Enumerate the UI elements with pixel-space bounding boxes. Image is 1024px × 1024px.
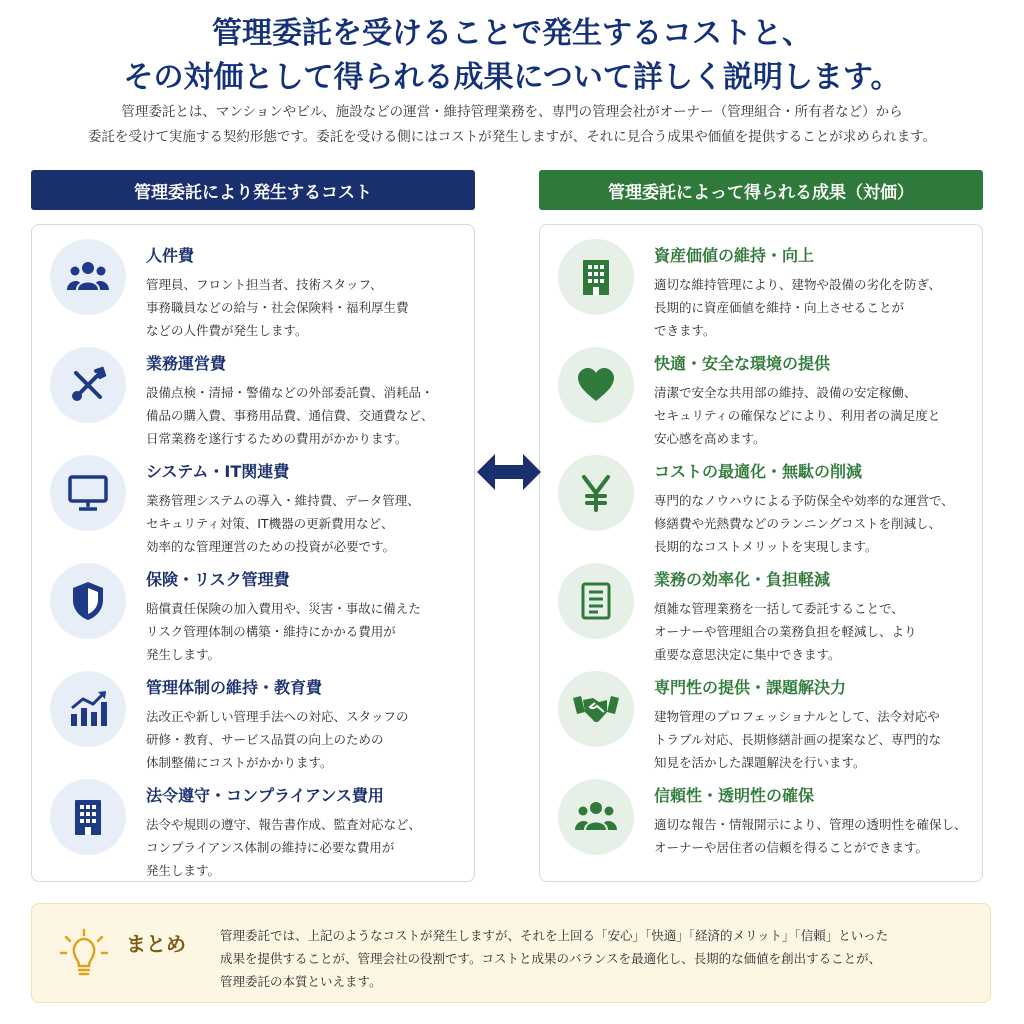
chart-icon xyxy=(50,671,126,747)
summary-line-3: 管理委託の本質といえます。 xyxy=(220,974,382,989)
cost-item-description-line: 賠償責任保険の加入費用や、災害・事故に備えた xyxy=(146,601,421,616)
benefit-item-description-line: 適切な報告・情報開示により、管理の透明性を確保し、 xyxy=(654,817,967,832)
cost-item-description-line: 発生します。 xyxy=(146,863,221,878)
benefit-item-description-line: 重要な意思決定に集中できます。 xyxy=(654,647,841,662)
benefit-header: 管理委託によって得られる成果（対価） xyxy=(539,170,983,210)
cost-item-description-line: 体制整備にコストがかかります。 xyxy=(146,755,333,770)
benefit-item-description-line: 建物管理のプロフェッショナルとして、法令対応や xyxy=(654,709,940,724)
benefit-item-title: 信頼性・透明性の確保 xyxy=(654,786,815,805)
benefit-item-description-line: トラブル対応、長期修繕計画の提案など、専門的な xyxy=(654,732,942,747)
summary-text xyxy=(220,924,980,993)
heart-icon xyxy=(558,347,634,423)
cost-item xyxy=(50,557,460,662)
cost-item-description-line: などの人件費が発生します。 xyxy=(146,323,308,338)
benefit-item xyxy=(558,665,968,770)
people-icon xyxy=(50,239,126,315)
summary-box xyxy=(31,903,991,1003)
intro-text xyxy=(40,100,984,150)
benefit-item-description-line: オーナーや管理組合の業務負担を軽減し、より xyxy=(654,624,917,639)
cost-item-description-line: 事務職員などの給与・社会保険料・福利厚生費 xyxy=(146,300,409,315)
document-icon xyxy=(558,563,634,639)
benefit-item-description-line: できます。 xyxy=(654,323,716,338)
cost-panel xyxy=(31,224,475,882)
benefit-item-description-line: 清潔で安全な共用部の維持、設備の安定稼働、 xyxy=(654,385,917,400)
handshake-icon xyxy=(558,671,634,747)
cost-item-title: 人件費 xyxy=(146,246,195,265)
cost-item-description-line: リスク管理体制の構築・維持にかかる費用が xyxy=(146,624,396,639)
cost-item xyxy=(50,773,460,878)
cost-item-description-line: 法令や規則の遵守、報告書作成、監査対応など、 xyxy=(146,817,422,832)
benefit-item xyxy=(558,341,968,446)
cost-item-description-line: 効率的な管理運営のための投資が必要です。 xyxy=(146,539,396,554)
cost-item-description xyxy=(146,273,462,342)
cost-item-description-line: 管理員、フロント担当者、技術スタッフ、 xyxy=(146,277,383,292)
benefit-item-description-line: オーナーや居住者の信頼を得ることができます。 xyxy=(654,840,929,855)
shield-icon xyxy=(50,563,126,639)
cost-item-title: 法令遵守・コンプライアンス費用 xyxy=(146,786,384,805)
benefit-item xyxy=(558,449,968,554)
cost-header: 管理委託により発生するコスト xyxy=(31,170,475,210)
cost-item-description xyxy=(146,705,462,774)
intro-line-2: 委託を受けて実施する契約形態です。委託を受ける側にはコストが発生しますが、それに見合う成果や価値を提供することが求められます。 xyxy=(87,129,937,145)
benefit-item-description xyxy=(654,273,970,342)
cost-item-description xyxy=(146,489,462,558)
benefit-item-description-line: 適切な維持管理により、建物や設備の劣化を防ぎ、 xyxy=(654,277,942,292)
title-line-1: 管理委託を受けることで発生するコストと、 xyxy=(212,16,812,51)
benefit-item-title: コストの最適化・無駄の削減 xyxy=(654,462,863,481)
benefit-item-description-line: 煩雑な管理業務を一括して委託することで、 xyxy=(654,601,904,616)
summary-line-2: 成果を提供することが、管理会社の役割です。コストと成果のバランスを最適化し、長期的な価値を創出することが、 xyxy=(220,951,882,966)
cost-item-description-line: 日常業務を遂行するための費用がかかります。 xyxy=(146,431,408,446)
summary-line-1: 管理委託では、上記のようなコストが発生しますが、それを上回る「安心」「快適」「経済的メリット」「信頼」といった xyxy=(220,928,889,943)
benefit-item-description-line: 専門的なノウハウによる予防保全や効率的な運営で、 xyxy=(654,493,954,508)
benefit-panel xyxy=(539,224,983,882)
intro-line-1: 管理委託とは、マンションやビル、施設などの運営・維持管理業務を、専門の管理会社がオーナー（管理組合・所有者など）から xyxy=(121,104,903,120)
benefit-item xyxy=(558,773,968,873)
cost-item-description xyxy=(146,381,462,450)
building-icon xyxy=(50,779,126,855)
benefit-item xyxy=(558,233,968,338)
cost-item xyxy=(50,341,460,446)
benefit-item-title: 資産価値の維持・向上 xyxy=(654,246,815,265)
benefit-item-description xyxy=(654,489,970,558)
building-icon xyxy=(558,239,634,315)
benefit-item-description xyxy=(654,813,970,859)
cost-item-description-line: 業務管理システムの導入・維持費、データ管理、 xyxy=(146,493,420,508)
cost-item-description-line: コンプライアンス体制の維持に必要な費用が xyxy=(146,840,395,855)
summary-label: まとめ xyxy=(126,932,186,956)
benefit-item-description-line: 長期的に資産価値を維持・向上させることが xyxy=(654,300,905,315)
cost-item-description-line: 備品の購入費、事務用品費、通信費、交通費など、 xyxy=(146,408,434,423)
title-line-2: その対価として得られる成果について詳しく説明します。 xyxy=(123,60,901,95)
benefit-item-description-line: 安心感を高めます。 xyxy=(654,431,766,446)
cost-item xyxy=(50,665,460,770)
cost-item-title: 業務運営費 xyxy=(146,354,227,373)
benefit-item-description xyxy=(654,705,970,774)
cost-item-description-line: 法改正や新しい管理手法への対応、スタッフの xyxy=(146,709,409,724)
benefit-item-title: 専門性の提供・課題解決力 xyxy=(654,678,847,697)
yen-icon xyxy=(558,455,634,531)
benefit-item-description xyxy=(654,597,970,666)
double-arrow-icon xyxy=(477,452,541,492)
benefit-item-description-line: セキュリティの確保などにより、利用者の満足度と xyxy=(654,408,941,423)
page-title xyxy=(0,12,1024,100)
lightbulb-icon xyxy=(60,928,108,980)
cost-item-description xyxy=(146,813,462,882)
tools-icon xyxy=(50,347,126,423)
cost-item-description-line: 設備点検・清掃・警備などの外部委託費、消耗品・ xyxy=(146,385,434,400)
cost-item xyxy=(50,449,460,554)
cost-item-title: システム・IT関連費 xyxy=(146,462,290,481)
benefit-item-title: 業務の効率化・負担軽減 xyxy=(654,570,831,589)
benefit-item-description xyxy=(654,381,970,450)
benefit-item xyxy=(558,557,968,662)
benefit-item-description-line: 長期的なコストメリットを実現します。 xyxy=(654,539,878,554)
cost-item-title: 管理体制の維持・教育費 xyxy=(146,678,323,697)
benefit-item-title: 快適・安全な環境の提供 xyxy=(654,354,831,373)
cost-item-title: 保険・リスク管理費 xyxy=(146,570,290,589)
cost-item-description xyxy=(146,597,462,666)
benefit-item-description-line: 修繕費や光熱費などのランニングコストを削減し、 xyxy=(654,516,942,531)
cost-item-description-line: 発生します。 xyxy=(146,647,221,662)
cost-item-description-line: 研修・教育、サービス品質の向上のための xyxy=(146,732,384,747)
monitor-icon xyxy=(50,455,126,531)
people-icon xyxy=(558,779,634,855)
cost-item xyxy=(50,233,460,338)
cost-item-description-line: セキュリティ対策、IT機器の更新費用など、 xyxy=(146,516,394,531)
benefit-item-description-line: 知見を活かした課題解決を行います。 xyxy=(654,755,866,770)
